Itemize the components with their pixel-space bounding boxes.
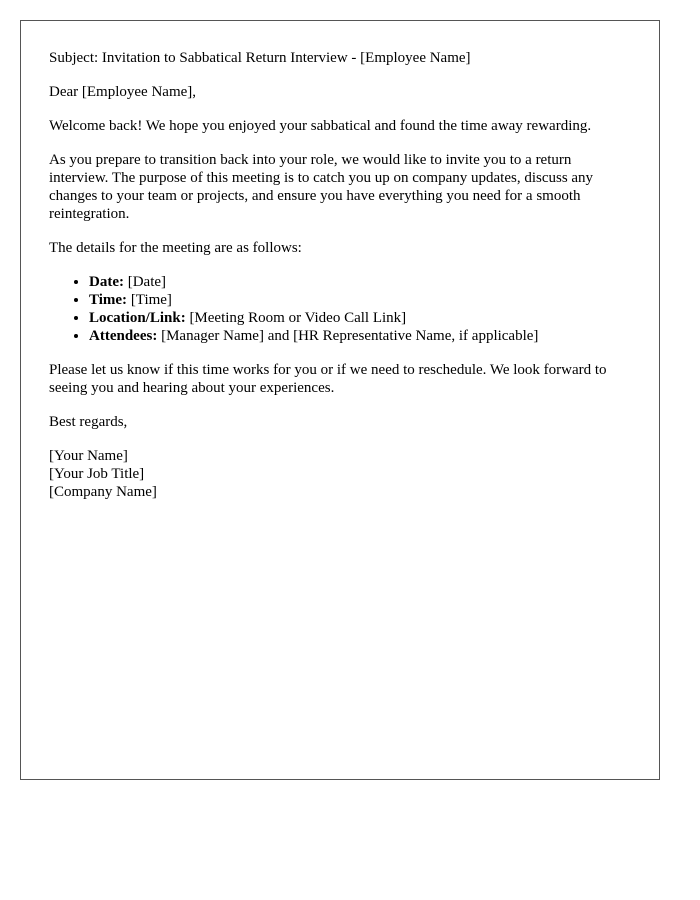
detail-date-label: Date: xyxy=(89,274,124,290)
greeting: Dear [Employee Name], xyxy=(49,84,197,100)
intro-paragraph: As you prepare to transition back into your role, we would like to invite you to a return interview. The purpose of this meeting is to catch you up on company updates, discuss any changes to your team or projects, and ensure you have everything you need for a smooth reintegration. xyxy=(49,152,594,222)
detail-date xyxy=(89,273,631,291)
sign-off: Best regards, xyxy=(49,414,128,430)
signature-block xyxy=(49,447,631,501)
detail-location-label: Location/Link: xyxy=(89,310,186,326)
signature-title: [Your Job Title] xyxy=(49,466,145,482)
meeting-details-list xyxy=(49,273,631,345)
signature-name: [Your Name] xyxy=(49,448,128,464)
letter-document xyxy=(20,20,660,780)
detail-location-value: [Meeting Room or Video Call Link] xyxy=(185,310,407,326)
detail-time xyxy=(89,291,631,309)
subject-line: Subject: Invitation to Sabbatical Return Interview - [Employee Name] xyxy=(49,50,471,66)
welcome-paragraph: Welcome back! We hope you enjoyed your sabbatical and found the time away rewarding. xyxy=(49,118,592,134)
detail-time-value: [Time] xyxy=(127,292,172,308)
detail-attendees-label: Attendees: xyxy=(89,328,158,344)
detail-location xyxy=(89,309,631,327)
detail-time-label: Time: xyxy=(89,292,128,308)
signature-company: [Company Name] xyxy=(49,484,157,500)
closing-paragraph: Please let us know if this time works for you or if we need to reschedule. We look forward to seeing you and hearing about your experiences. xyxy=(49,362,607,396)
detail-attendees-value: [Manager Name] and [HR Representative Name, if applicable] xyxy=(157,328,539,344)
detail-attendees xyxy=(89,327,631,345)
details-intro: The details for the meeting are as follows: xyxy=(49,240,302,256)
detail-date-value: [Date] xyxy=(123,274,167,290)
